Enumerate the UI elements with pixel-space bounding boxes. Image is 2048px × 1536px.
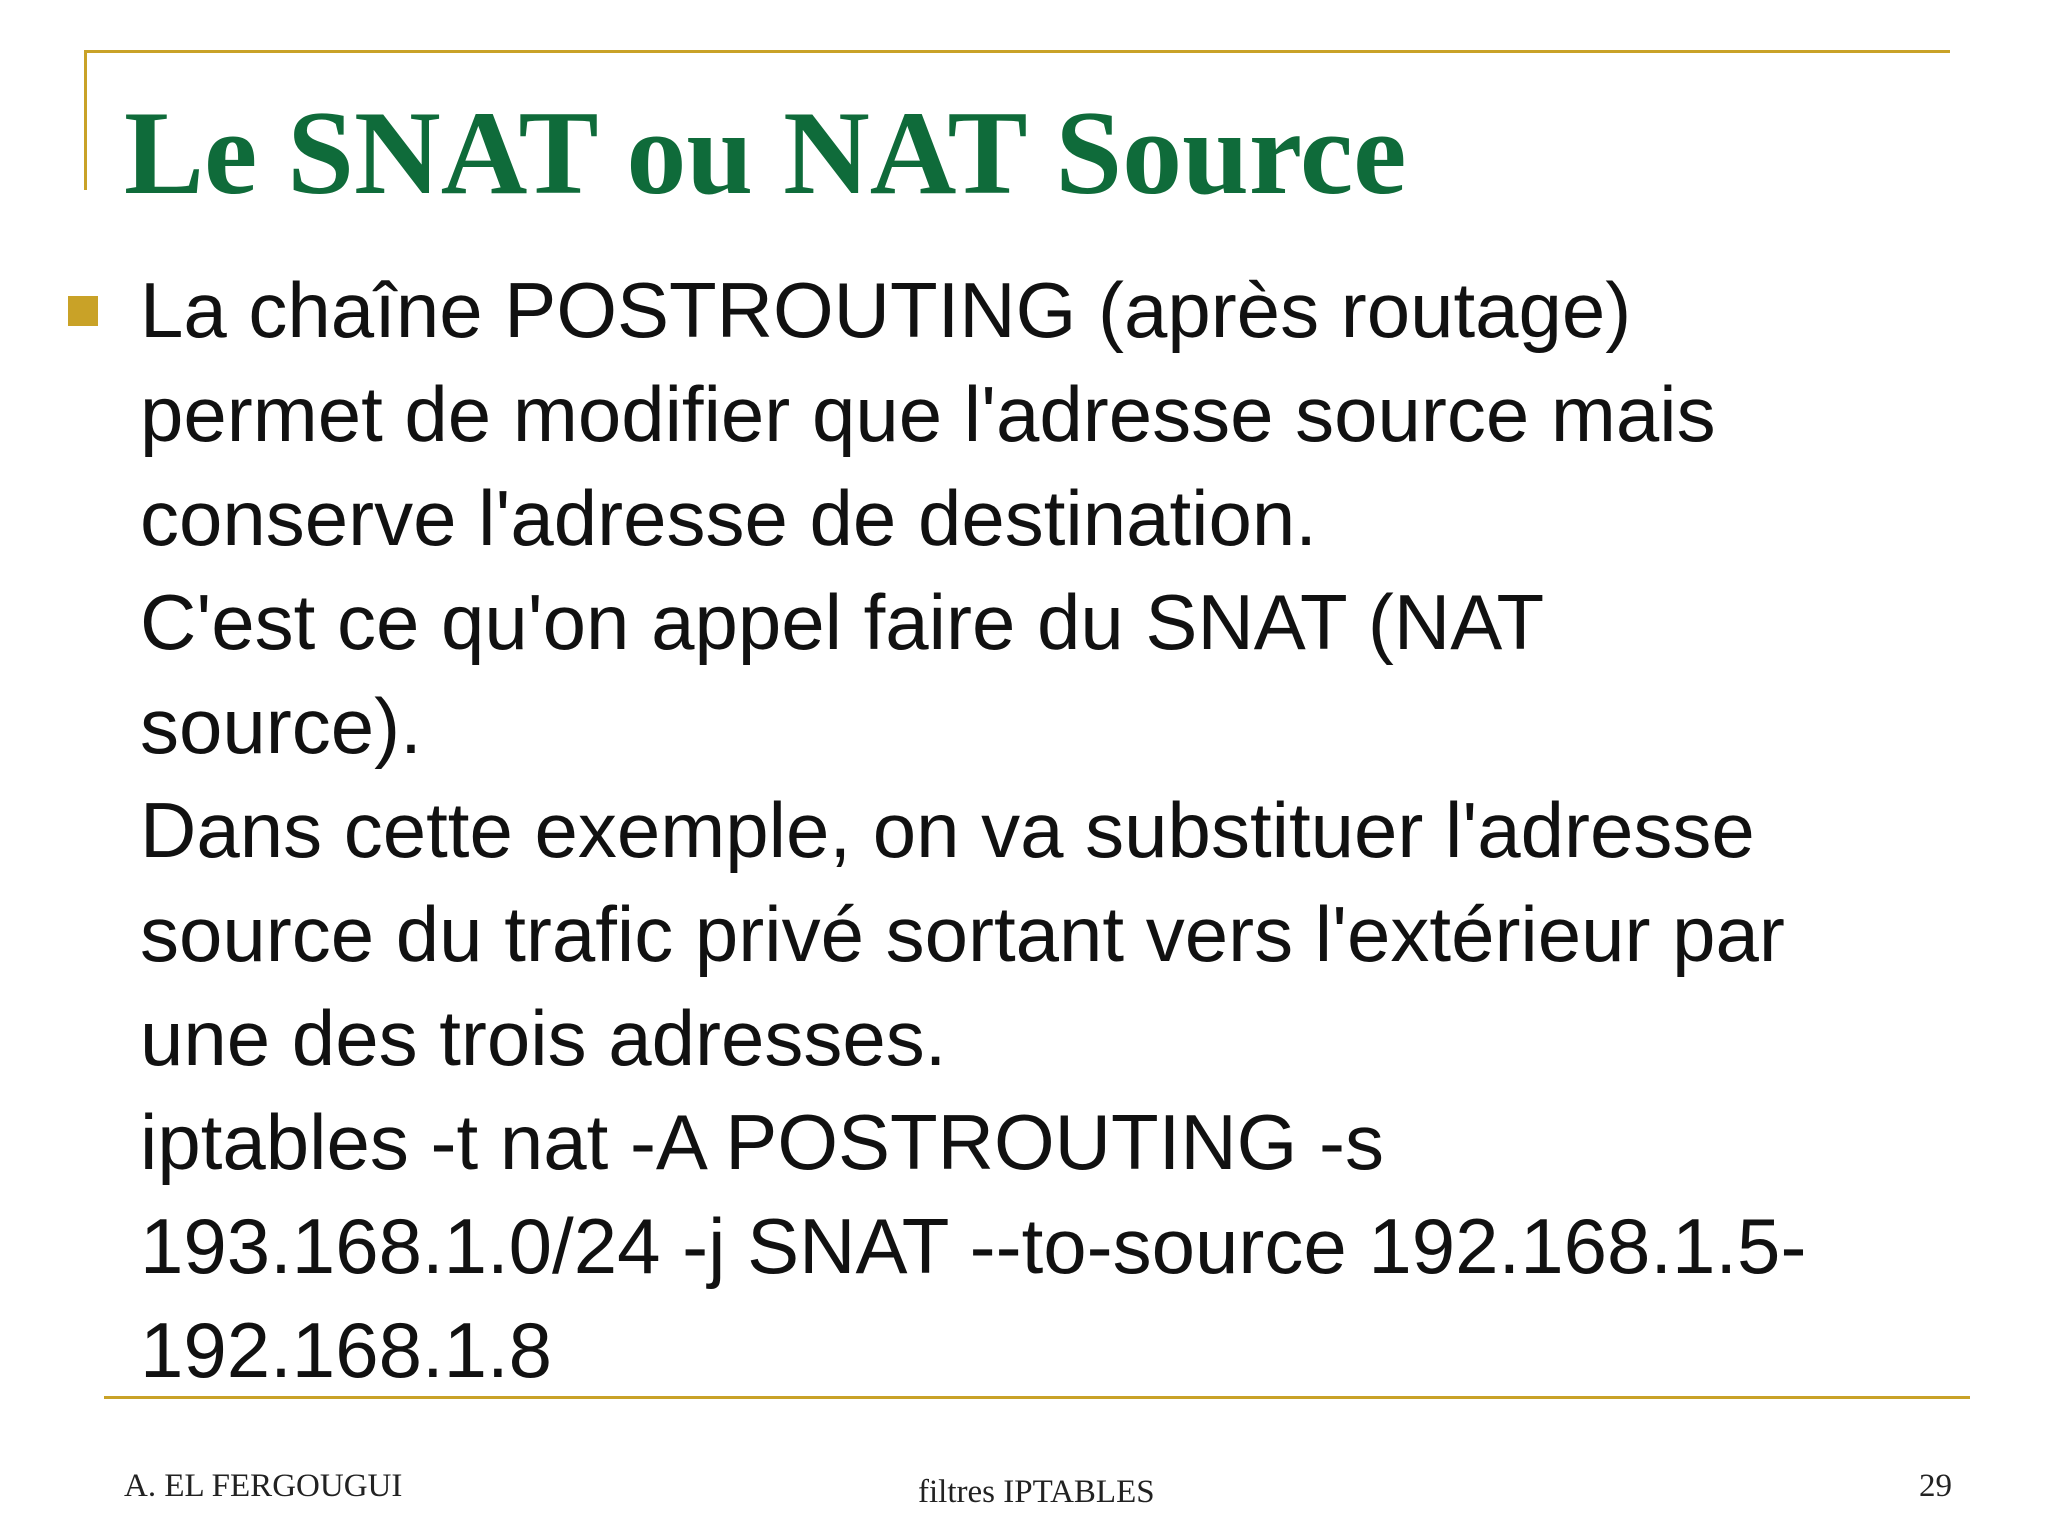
- footer-rule: [104, 1396, 1970, 1399]
- body-line: La chaîne POSTROUTING (après routage): [140, 266, 1632, 354]
- body-line: Dans cette exemple, on va substituer l'adresse: [140, 786, 1755, 874]
- body-line: conserve l'adresse de destination.: [140, 474, 1317, 562]
- body-line: permet de modifier que l'adresse source mais: [140, 370, 1716, 458]
- body-line-command: iptables -t nat -A POSTROUTING -s: [140, 1098, 1384, 1186]
- slide-title: Le SNAT ou NAT Source: [124, 86, 1407, 219]
- bullet-square-icon: [68, 296, 98, 326]
- top-rule: [84, 50, 1950, 53]
- body-line: une des trois adresses.: [140, 994, 947, 1082]
- body-line: source du trafic privé sortant vers l'extérieur par: [140, 890, 1785, 978]
- body-line-command: 192.168.1.8: [140, 1306, 553, 1394]
- footer-title: filtres IPTABLES: [918, 1474, 1155, 1510]
- body-line: C'est ce qu'on appel faire du SNAT (NAT: [140, 578, 1545, 666]
- footer-author: A. EL FERGOUGUI: [124, 1468, 403, 1504]
- slide-body: [140, 258, 2000, 1402]
- body-line-command: 193.168.1.0/24 -j SNAT --to-source 192.168.1.5-: [140, 1202, 1807, 1290]
- left-rule: [84, 50, 87, 190]
- body-line: source).: [140, 682, 422, 770]
- page-number: 29: [1919, 1468, 1952, 1504]
